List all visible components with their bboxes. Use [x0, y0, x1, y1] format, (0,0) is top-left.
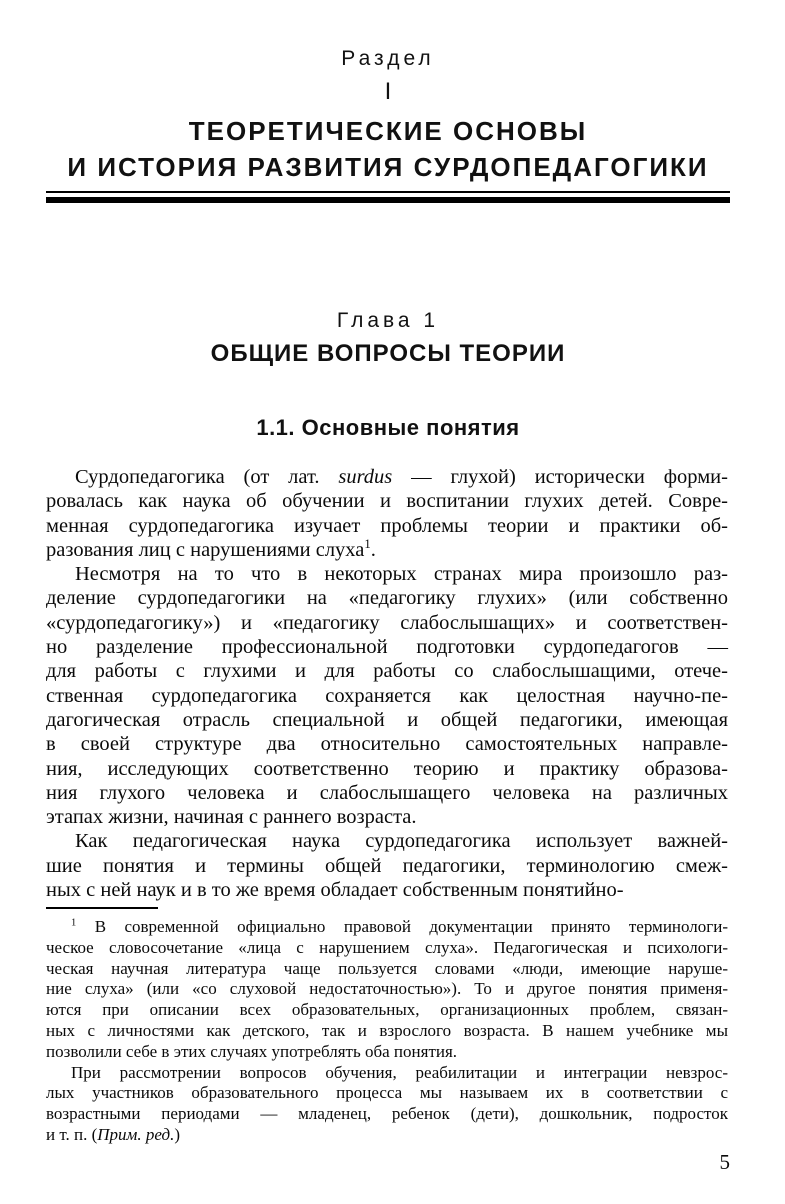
text-line: ственная сурдопедагогика сохраняется как целостная научно-пе-	[46, 684, 728, 707]
section-divider-rule	[46, 191, 730, 205]
text-line: возрастными периодами — младенец, ребенок (дети), дошкольник, подросток	[46, 1104, 728, 1124]
text-line: ческая научная литература чаще пользуется словами «люди, имеющие наруше-	[46, 958, 728, 978]
paragraph	[46, 562, 728, 829]
text-line: Как педагогическая наука сурдопедагогика использует важней-	[75, 830, 728, 853]
text-line: $^1$ В современной официально правовой документации принято терминологи-	[71, 917, 728, 936]
body-text	[46, 465, 728, 902]
section-title-line1: ТЕОРЕТИЧЕСКИЕ ОСНОВЫ	[188, 116, 588, 146]
text-line: разования лиц с нарушениями слуха$^1$.	[46, 537, 376, 561]
text-line: При рассмотрении вопросов обучения, реабилитации и интеграции невзрос-	[71, 1062, 728, 1082]
text-line: но разделение профессиональной подготовки сурдопедагогов —	[46, 636, 728, 659]
text-line: шие понятия и термины общей педагогики, терминологию смеж-	[46, 854, 728, 877]
text-line: Сурдопедагогика (от лат. surdus — глухой) исторически форми-	[75, 466, 728, 488]
section-number: I	[384, 78, 392, 105]
text-line: в своей структуре два относительно самостоятельных направле-	[46, 733, 728, 756]
text-line: для работы с глухими и для работы со слабослышащими, отече-	[46, 660, 728, 683]
text-line: ровалась как наука об обучении и воспитании глухих детей. Совре-	[46, 490, 728, 513]
text-line: деление сурдопедагогики на «педагогику глухих» (или собственно	[46, 587, 728, 610]
text-line: ния, исследующих соответственно теорию и практику образова-	[46, 757, 728, 780]
text-line: ние слуха» (или «со слуховой недостаточностью»). То и другое понятия применя-	[46, 979, 728, 999]
text-line: позволили себе в этих случаях употреблять оба понятия.	[46, 1041, 458, 1061]
text-line: ния глухого человека и слабослышащего человека на различных	[46, 781, 728, 804]
paragraph	[46, 465, 728, 562]
page-number: 5	[719, 1150, 730, 1174]
text-line: дагогическая отрасль специальной и общей педагогики, имеющая	[46, 708, 728, 731]
paragraph	[46, 1063, 728, 1146]
paragraph	[46, 829, 728, 902]
footnote	[46, 917, 728, 1146]
text-line: этапах жизни, начиная с раннего возраста.	[46, 806, 417, 829]
chapter-title: ОБЩИЕ ВОПРОСЫ ТЕОРИИ	[210, 340, 566, 367]
text-line: «сурдопедагогику») и «педагогику слабослышащих» и соответствен-	[46, 611, 728, 634]
subsection-title: 1.1. Основные понятия	[256, 415, 520, 440]
footnote-separator	[46, 907, 158, 909]
text-line: ются при описании всех образовательных, организационных проблем, связан-	[46, 1000, 728, 1020]
text-line: ческое словосочетание «лица с нарушением слуха». Педагогическая и психологи-	[46, 937, 728, 957]
text-line: ных с ней наук и в то же время обладает собственным понятийно-	[46, 879, 624, 902]
chapter-label: Глава 1	[336, 309, 440, 332]
text-line: лых участников образовательного процесса мы называем их в соответствии с	[46, 1083, 728, 1103]
section-title-line2: И ИСТОРИЯ РАЗВИТИЯ СУРДОПЕДАГОГИКИ	[67, 152, 709, 182]
text-line: Несмотря на то что в некоторых странах мира произошло раз-	[75, 563, 728, 586]
text-line: и т. п. (Прим. ред.)	[46, 1124, 181, 1144]
paragraph	[46, 917, 728, 1063]
text-line: ных с личностями как детского, так и взрослого возраста. В нашем учебнике мы	[46, 1020, 728, 1040]
section-label: Раздел	[341, 47, 435, 70]
text-line: менная сурдопедагогика изучает проблемы теории и практики об-	[46, 514, 728, 537]
